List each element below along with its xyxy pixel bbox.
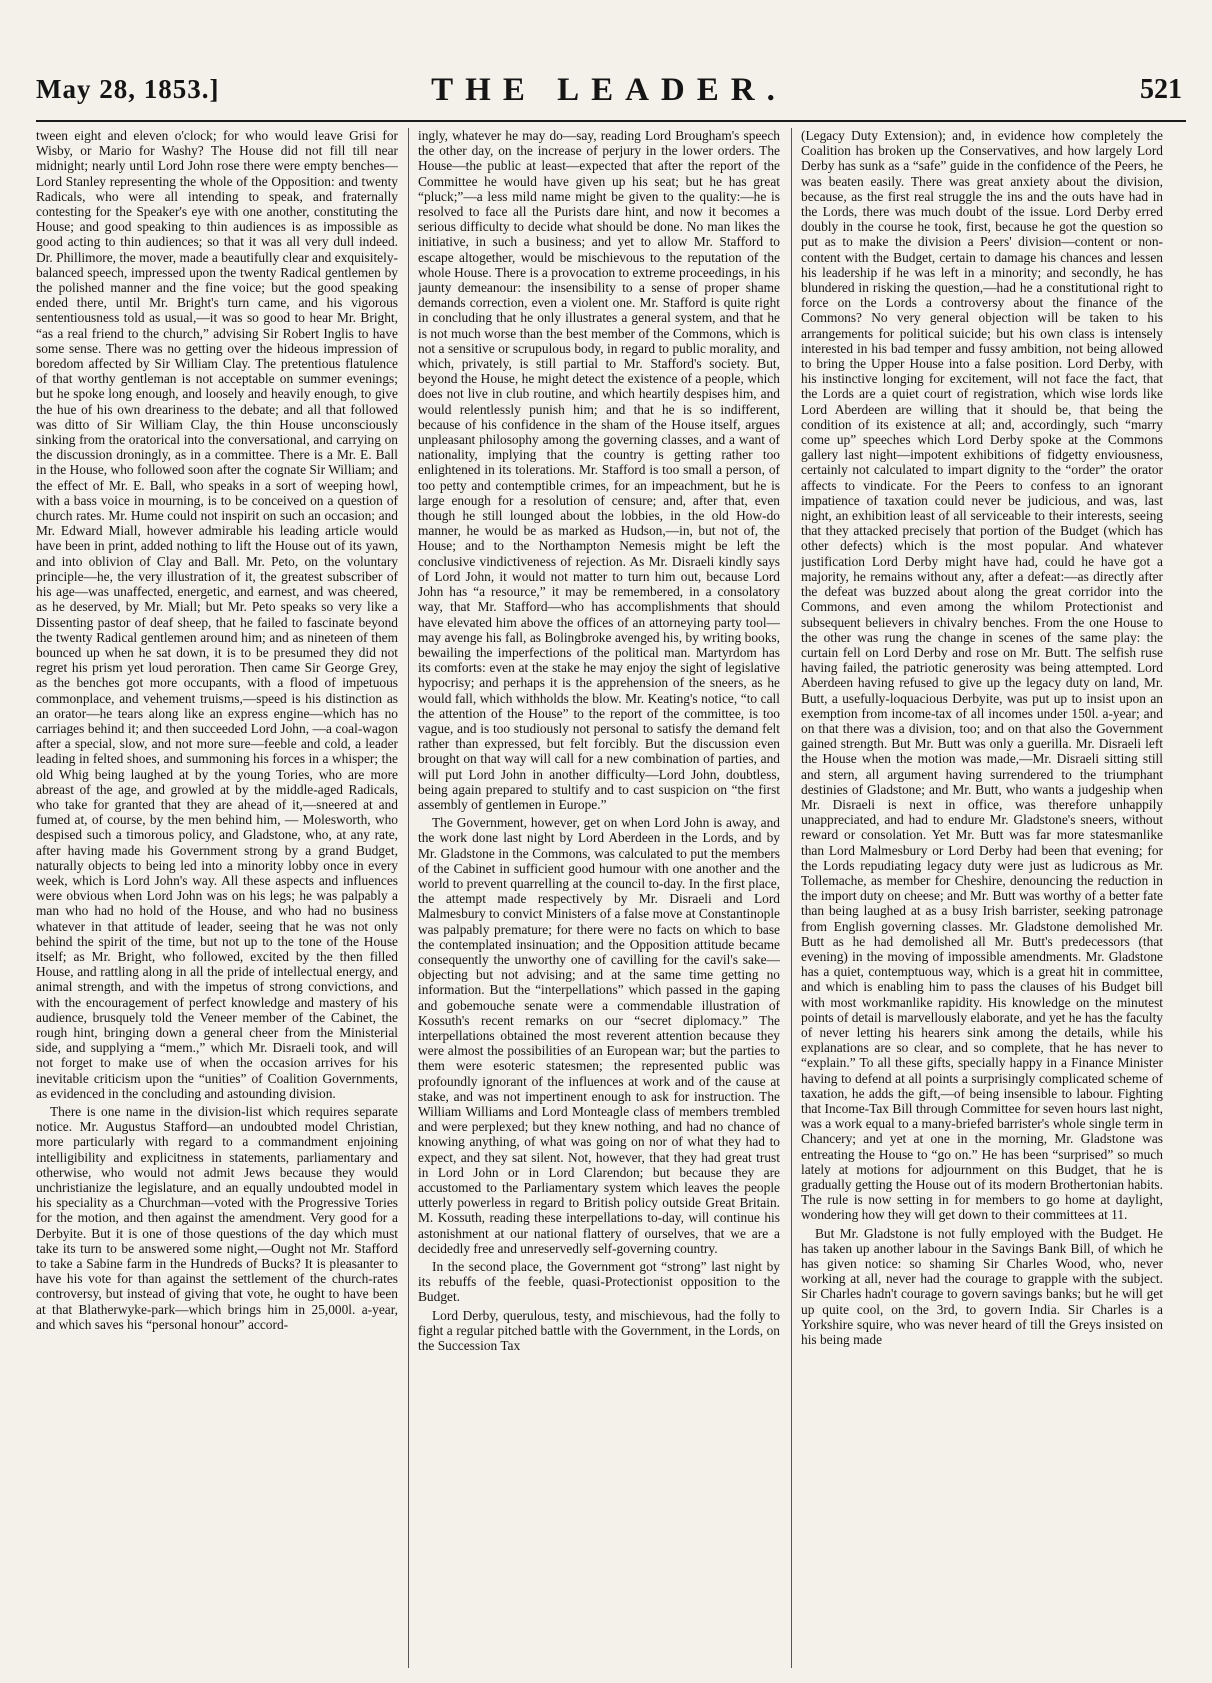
paragraph: In the second place, the Government got “strong” last night by its rebuffs of the feeble, quasi-Protectionist opposition to the Budget. [418, 1259, 780, 1305]
column-divider [791, 128, 792, 1668]
paragraph: (Legacy Duty Extension); and, in evidence how completely the Coalition has broken up the Conservatives, and how largely Lord Derby has sunk as a “safe” guide in the confidence of the Peers, he was beaten easily. There was great anxiety about the division, because, as the first real struggle the ins and the outs have had in the Lords, there was much doubt of the issue. Lord Derby erred doubly in the course he took, first, because he got the question so put as to make the division a Peers' division—content or non-content with the Budget, certain to damage his chances and lessen his leadership if he was left in a minority; and secondly, he has blundered in risking the question,—had he a constitutional right to force on the Lords a controversy about the finance of the Commons? No very general objection will be taken to his arrangements for political suicide; but his own class is intensely interested in his bad temper and fussy ambition, not being allowed to bring the Upper House into a false position. Lord Derby, with his instinctive longing for excitement, will not face the fact, that the Lords are a quiet court of registration, which wise lords like Lord Aberdeen are willing that it should be, that being the condition of its existence at all; and, accordingly, such “marry come up” speeches which Lord Derby spoke at the Commons gallery last night—impotent exhibitions of fidgetty enviousness, certainly not calculated to impart dignity to the “order” the orator affects to vindicate. For the Peers to confess to an ignorant impatience of taxation could never be judicious, and was, last night, an exhibition least of all serviceable to their interests, seeing that they attacked precisely that portion of the Budget (which has other defects) which is the most popular. And whatever justification Lord Derby might have had, could he have got a majority, he remains without any, after a defeat:—as directly after the defeat was buzzed about along the great corridor into the Commons, and even among the whilom Protectionist and subsequent believers in chivalry benches. From the one House to the other was rung the change in scenes of the same play: the curtain fell on Lord Derby and rose on Mr. Butt. The selfish ruse having failed, the patriotic generosity was being attempted. Lord Aberdeen having refused to give up the legacy duty on land, Mr. Butt, a usefully-loquacious Derbyite, was put up to insist upon an exemption from income-tax of all incomes under 150l. a-year; and on that there was a division, too; and on that also the Government gained strength. But Mr. Butt was only a guerilla. Mr. Disraeli left the House when the motion was made,—Mr. Disraeli sitting still and stern, all argument having surrendered to the triumphant destinies of Gladstone; and Mr. Butt, who wants a judgeship when Mr. Disraeli is next in office, was therefore unhappily unappreciated, and had to endure Mr. Gladstone's sneers, without reward or consolation. Yet Mr. Butt was far more statesmanlike than Lord Malmesbury or Lord Derby had been that evening; for the Lords repudiating legacy duty were just as ludicrous as Mr. Tollemache, as member for Cheshire, denouncing the reduction in the import duty on cheese; and Mr. Butt was worthy of a better fate than being laughed at as a busy Irish barrister, seeking patronage from English governing classes. Mr. Gladstone demolished Mr. Butt as he had demolished all Mr. Butt's predecessors (that evening) in the moving of impossible amendments. Mr. Gladstone has a quiet, contemptuous way, which is a great hit in committee, and which is enabling him to pass the clauses of his Budget bill with most workmanlike rapidity. His knowledge on the minutest points of detail is marvellously elaborate, and yet he has the faculty of never letting his hearers sink among the details, while his explanations are so clear, and so complete, that he has never to “explain.” To all these gifts, specially happy in a Finance Minister having to defend at all points a surprisingly complicated scheme of taxation, he adds the gift,—of being insensible to labour. Fighting that Income-Tax Bill through Committee for seven hours last night, was a work equal to a many-briefed barrister's whole single term in Chancery; and yet at one in the morning, Mr. Gladstone was entreating the House to “go on.” He has been “surprised” so much lately at motions for adjournment on this Budget, that he is gradually getting the House out of its modern Brothertonian habits. The rule is now setting in for members to go home at daylight, wondering how they will get down to their committees at 11. [801, 128, 1163, 1223]
column-divider [408, 128, 409, 1668]
paragraph: There is one name in the division-list which requires separate notice. Mr. Augustus Stafford—an undoubted model Christian, more particularly with regard to a commandment enjoining intelligibility and explicitness in statements, parliamentary and otherwise, who would not admit Jews because they would unchristianize the legislature, and an equally undoubted model in his speciality as a Churchman—voted with the Progressive Tories for the motion, and then against the amendment. Very good for a Derbyite. But it is one of those questions of the day which must take its turn to be answered some night,—Ought not Mr. Stafford to take a Sabine farm in the Hundreds of Bucks? It is pleasanter to have his vote for than against the settlement of the church-rates controversy, but instead of giving that vote, he ought to have been at that Blatherwyke-park—which brings him in 25,000l. a-year, and which saves his “personal honour” accord- [36, 1104, 398, 1332]
article-column-1 [36, 128, 398, 1668]
article-column-2 [418, 128, 780, 1668]
newspaper-title: THE LEADER. [431, 72, 787, 108]
paragraph: Lord Derby, querulous, testy, and mischievous, had the folly to fight a regular pitched battle with the Government, in the Lords, on the Succession Tax [418, 1307, 780, 1354]
masthead [36, 68, 1182, 114]
page-number: 521 [1140, 74, 1182, 105]
paragraph: tween eight and eleven o'clock; for who would leave Grisi for Wisby, or Mario for Washy? The House did not fill till near midnight; nearly until Lord John rose there were empty benches—Lord Stanley representing the whole of the Opposition: and twenty Radicals, who were all intending to speak, and fraternally contesting for the Speaker's eye with one another, constituting the House; and good speaking to thin audiences is as impossible as good acting to thin audiences; so that it was all very dull indeed. Dr. Phillimore, the mover, made a beautifully clear and exquisitely-balanced speech, impressed upon the twenty Radical gentlemen by the polished manner and the fine voice; but the good speaking ended there, until Mr. Bright's turn came, and his vigorous sententiousness told as usual,—it was so good to hear Mr. Bright, “as a real friend to the church,” advising Sir Robert Inglis to have some sense. There was no getting over the hideous impression of boredom affected by Sir William Clay. The pretentious flatulence of that worthy gentleman is not acceptable on summer evenings; but he spoke long enough, and loosely and heavily enough, to give the hue of his own dreariness to the debate; and all that followed was ditto of Sir William Clay, the thin House unconsciously sinking from the oratorical into the conversational, and carrying on the discussion droningly, as in a committee. There is a Mr. E. Ball in the House, who followed soon after the cognate Sir William; and the effect of Mr. E. Ball, who speaks in a sort of weeping howl, with a bass voice in mourning, is to be conceived on a question of church rates. Mr. Hume could not inspirit on such an occasion; and Mr. Edward Miall, however admirable his leading article would have been in print, added nothing to lift the House out of its yawn, and into oblivion of Clay and Ball. Mr. Peto, on the voluntary principle—he, the very illustration of it, the greatest subscriber of his age—was unaffected, energetic, and earnest, and was cheered, as he deserved, by Mr. Miall; but Mr. Peto speaks so very like a Dissenting pastor of deaf sheep, that he failed to fascinate beyond the twenty Radical gentlemen around him; and as nineteen of them bounced up when he sat down, it is to be presumed they did not regret his prism yet loud peroration. Then came Sir George Grey, as the benches got more occupants, with a flood of impetuous commonplace, and vehement truisms,—speed is his distinction as an orator—he tears along like an express engine—which has no carriages behind it; and then succeeded Lord John, —a coal-wagon after a special, slow, and not more sure—feeble and cold, a leader leading in felted shoes, and summoning his forces in a whisper; the old Whig being laughed at by the young Tories, who are more abreast of the age, and growled at by the middle-aged Radicals, who take for granted that they are ahead of it,—sneered at and fumed at, of course, by the men behind him, — Molesworth, who despised such a timorous policy, and Gladstone, who, at any rate, after having made his Government strong by a grand Budget, naturally objects to being led into a minority lobby once in every week, which is Lord John's way. All these aspects and influences were obvious when Lord John was on his legs; he was palpably a man who had no hold of the House, and who had no business whatever in that attitude of leader, seeing that he was not only behind the spirit of the time, but not up to the tone of the House itself; as Mr. Bright, who followed, excited by the then filled House, and rattling along in all the pride of intellectual energy, and animal strength, and with the impetus of strong convictions, and with the encouragement of perfect knowledge and mastery of his audience, brusquely told the Veneer member of the Cabinet, the rough hint, bringing down a general cheer from the Ministerial side, and supplying a “mem.,” which Mr. Disraeli took, and will not forget to make use of when the occasion arrives for his inevitable criticism upon the “unities” of Coalition Governments, as evidenced in the concluding and astounding division. [36, 128, 398, 1101]
issue-date: May 28, 1853.] [36, 74, 220, 104]
paragraph: The Government, however, get on when Lord John is away, and the work done last night by Lord Aberdeen in the Lords, and by Mr. Gladstone in the Commons, was calculated to put the members of the Cabinet in sufficient good humour with one another and the world to prevent quarrelling at the council to-day. In the first place, the attempt made respectively by Mr. Disraeli and Lord Malmesbury to convict Ministers of a false move at Constantinople was palpably premature; for there were no facts on which to base the contemplated insinuation; and the Opposition attitude became consequently the unworthy one of cavilling for the cavil's sake—objecting but not advising; and at the same time getting no information. But the “interpellations” which passed in the gaping and gobemouche senate were a commendable illustration of Kossuth's recent remarks on our “secret diplomacy.” The interpellations obtained the most reverent attention because they were almost the possibilities of an European war; but the parties to them were esoteric statesmen; the represented public was profoundly ignorant of the influences at work and of the cause at stake, and was not impertinent enough to ask for instruction. The William Williams and Lord Monteagle class of members trembled and were perplexed; but they knew nothing, and had no chance of knowing anything, of what was going on nor of what they had to expect, and they sat silent. Not, however, that they had great trust in Lord John or in Lord Clarendon; but because they are accustomed to the Parliamentary system which leaves the people utterly powerless in regard to British policy outside Great Britain. M. Kossuth, reading these interpellations to-day, will continue his astonishment at our national flattery of ourselves, that we are a decidedly free and unreservedly self-governing country. [418, 815, 780, 1256]
header-rule [36, 120, 1186, 122]
article-column-3 [801, 128, 1163, 1668]
paragraph: But Mr. Gladstone is not fully employed with the Budget. He has taken up another labour in the Savings Bank Bill, of which he has given notice: so shaming Sir Charles Wood, who, never working at all, never had the courage to grapple with the subject. Sir Charles hadn't courage to govern savings banks; but he will get up quite cool, on the 3rd, to govern India. Sir Charles is a Yorkshire squire, who was never heard of till the Greys insisted on his being made [801, 1225, 1163, 1348]
paragraph: ingly, whatever he may do—say, reading Lord Brougham's speech the other day, on the increase of perjury in the lower orders. The House—the public at least—expected that after the report of the Committee he would have given up his seat; but he has great “pluck;”—a less mild name might be given to the quality:—he is resolved to face all the Purists dare hint, and now it becomes a serious difficulty to decide what should be done. No man likes the initiative, in such a business; and yet to allow Mr. Stafford to escape altogether, would be mischievous to the reputation of the whole House. There is a provocation to extreme proceedings, in his jaunty demeanour: the insensibility to a sense of proper shame demands correction, even a violent one. Mr. Stafford is quite right in concluding that he only illustrates a general system, and that he is not much worse than the best member of the Commons, which is not a sensitive or scrupulous body, in regard to public morality, and which, privately, is still partial to Mr. Stafford's society. But, beyond the House, he might detect the existence of a people, which does not live in club routine, and which heartily despises him, and would relentlessly punish him; and that he is so indifferent, because of his confidence in the sham of the House itself, argues unpleasant philosophy among the governing classes, and a want of nationality, implying that the country is getting rather too enlightened in its tolerations. Mr. Stafford is too small a person, of too petty and contemptible crimes, for an impeachment, but he is large enough for a resolution of censure; and, after that, even though he still lounged about the lobbies, in the old How-do manner, he would be as marked as Hudson,—in, but not of, the House; and to the Northampton Nemesis might be left the conclusive vindictiveness of rejection. As Mr. Disraeli kindly says of Lord John, it would not matter to turn him out, because Lord John has “a resource,” it may be remembered, in a consolatory way, that Mr. Stafford—who has accomplishments that should have elevated him above the offices of an attorneying party tool—may avenge his fall, as Bolingbroke avenged his, by writing books, bewailing the imperfections of the political man. Martyrdom has its comforts: even at the stake he may enjoy the sight of legislative hypocrisy; and perhaps it is the apprehension of the sneers, as he would fall, which withholds the blow. Mr. Keating's notice, “to call the attention of the House” to the report of the committee, is too vague, and is too studiously not personal to satisfy the demand felt rather than expressed, but felt forcibly. But the discussion even brought on that way will call for a new combination of parties, and will put Lord John in another difficulty—Lord John, doubtless, being again prepared to stultify and to cast suspicion on “the first assembly of gentlemen in Europe.” [418, 128, 780, 812]
